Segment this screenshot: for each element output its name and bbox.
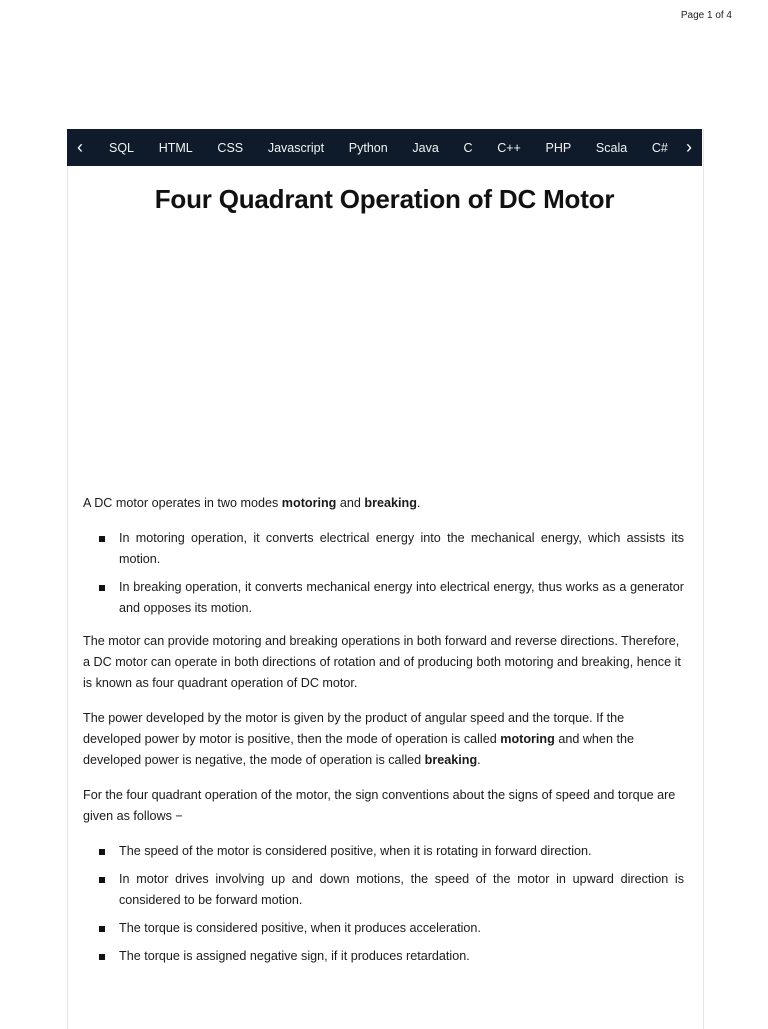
- intro-bold-motoring: motoring: [281, 496, 337, 510]
- list-item-text: The torque is assigned negative sign, if it produces retardation.: [119, 949, 470, 963]
- chevron-left-icon: ‹: [77, 137, 83, 157]
- list-item-text: In motor drives involving up and down motions, the speed of the motor in upward direction is considered to be forward motion.: [119, 872, 684, 907]
- power-text: The power developed by the motor is given by the product of angular speed and the torque. If the developed power by motor is positive, then the mode of operation is called: [83, 711, 625, 746]
- list-item-text: The speed of the motor is considered positive, when it is rotating in forward direction.: [119, 844, 592, 858]
- intro-text-mid: and: [336, 496, 365, 510]
- nav-item-csharp[interactable]: C#: [651, 140, 668, 155]
- nav-next-button[interactable]: [676, 129, 702, 166]
- paragraph-power: [83, 708, 684, 771]
- paragraph-sign-conventions: For the four quadrant operation of the motor, the sign conventions about the signs of speed and torque are given as follows −: [83, 788, 676, 823]
- nav-item-c[interactable]: C: [463, 140, 473, 155]
- modes-list: [83, 528, 684, 619]
- list-item: [83, 869, 684, 911]
- list-item: [83, 528, 684, 570]
- power-text-end: .: [477, 753, 481, 767]
- nav-item-javascript[interactable]: Javascript: [267, 140, 325, 155]
- bullet-icon: [99, 536, 105, 542]
- paragraph-four-quadrant: The motor can provide motoring and breaking operations in both forward and reverse directions. Therefore, a DC motor can operate in both directions of rotation and of producing both motoring and breaking, hence it is known as four quadrant operation of DC motor.: [83, 634, 681, 690]
- list-item-text: The torque is considered positive, when it produces acceleration.: [119, 921, 481, 935]
- intro-text-end: .: [416, 496, 421, 510]
- list-item: [83, 918, 684, 939]
- bullet-icon: [99, 877, 105, 883]
- article-body: [83, 493, 684, 979]
- intro-paragraph: [83, 493, 684, 514]
- nav-item-cpp[interactable]: C++: [497, 140, 521, 155]
- intro-text: A DC motor operates in two modes: [83, 496, 282, 510]
- list-item: [83, 577, 684, 619]
- power-bold-breaking: breaking: [424, 753, 478, 767]
- power-text-mid: and when the developed power is negative, the mode of operation is called: [83, 732, 634, 767]
- page-number-label: Page 1 of 4: [680, 10, 732, 21]
- bullet-icon: [99, 585, 105, 591]
- nav-item-css[interactable]: CSS: [217, 140, 244, 155]
- bullet-icon: [99, 849, 105, 855]
- nav-item-php[interactable]: PHP: [545, 140, 572, 155]
- list-item-text: In motoring operation, it converts electrical energy into the mechanical energy, which assists its motion.: [119, 531, 684, 566]
- bullet-icon: [99, 954, 105, 960]
- page-title: Four Quadrant Operation of DC Motor: [154, 184, 615, 214]
- list-item-text: In breaking operation, it converts mechanical energy into electrical energy, thus works as a generator and opposes its motion.: [119, 580, 684, 615]
- bullet-icon: [99, 926, 105, 932]
- nav-item-scala[interactable]: Scala: [595, 140, 628, 155]
- power-bold-motoring: motoring: [500, 732, 555, 746]
- nav-items: [93, 141, 676, 155]
- list-item: [83, 841, 684, 862]
- nav-prev-button[interactable]: [67, 129, 93, 166]
- nav-item-sql[interactable]: SQL: [109, 140, 135, 155]
- intro-bold-breaking: breaking: [364, 496, 417, 510]
- list-item: [83, 946, 684, 967]
- nav-item-java[interactable]: Java: [412, 140, 439, 155]
- language-nav-bar: [67, 129, 702, 166]
- conventions-list: [83, 841, 684, 967]
- chevron-right-icon: ›: [686, 137, 692, 157]
- nav-item-html[interactable]: HTML: [158, 140, 193, 155]
- nav-item-python[interactable]: Python: [348, 140, 388, 155]
